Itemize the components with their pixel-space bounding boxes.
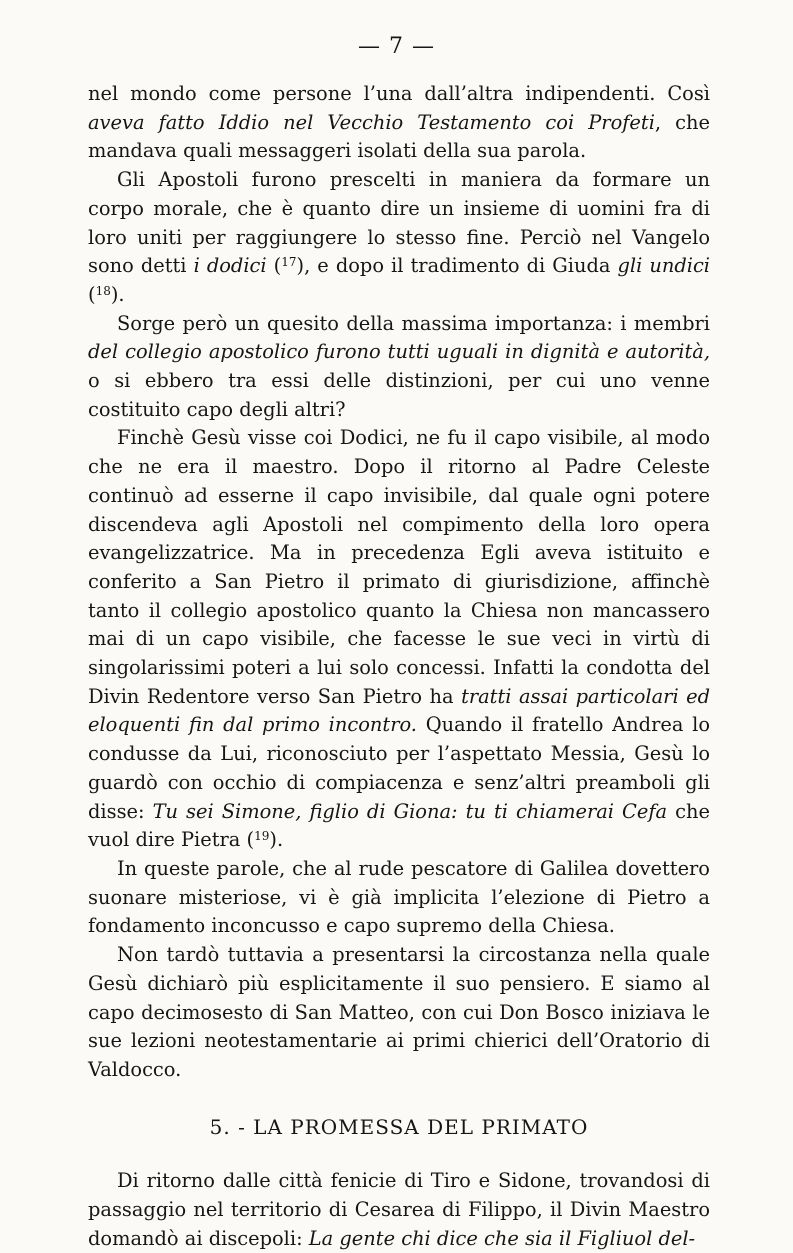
text-run: Sorge però un quesito della massima importanza: i membri xyxy=(117,311,710,335)
footnote-ref: 18 xyxy=(95,283,111,298)
text-run: ). xyxy=(269,828,284,852)
text-run: o si ebbero tra essi delle distinzioni, per cui uno venne costituito capo degli altri? xyxy=(88,369,710,421)
text-run: Di ritorno dalle città fenicie di Tiro e Sidone, trovandosi di passaggio nel territorio di Cesarea di Filippo, il Divin Maestro domandò ai discepoli: xyxy=(88,1169,710,1250)
paragraph-6 xyxy=(88,941,710,1085)
paragraph-4 xyxy=(88,424,710,855)
paragraph-3 xyxy=(88,310,710,425)
text-run: che vuol dire Pietra ( xyxy=(88,799,710,852)
footnote-ref: 19 xyxy=(254,829,270,844)
italic-text: gli undici xyxy=(617,254,711,278)
footnote-ref: 17 xyxy=(281,255,297,270)
text-run: Finchè Gesù visse coi Dodici, ne fu il capo visibile, al modo che ne era il maestro. Dopo il ritorno al Padre Celeste continuò ad esserne il capo invisibile, dal quale ogni potere discendeva agli Apostoli nel compimento della loro opera evangelizzatrice. Ma in precedenza Egli aveva istituito e conferito a San Pietro il primato di giurisdizione, affinchè tanto il collegio apostolico quanto la Chiesa non mancassero mai di un capo visibile, che facesse le sue veci in virtù di singolarissimi poteri a lui solo concessi. Infatti la condotta del Divin Redentore verso San Pietro ha xyxy=(88,426,710,708)
italic-text: aveva fatto Iddio nel Vecchio Testamento coi Profeti xyxy=(88,110,655,134)
italic-text: del collegio apostolico furono tutti uguali in dignità e autorità, xyxy=(88,340,710,364)
text-run: ). xyxy=(110,282,125,306)
page-number: — 7 — xyxy=(358,34,435,59)
body-text xyxy=(88,80,710,1253)
paragraph-5 xyxy=(88,855,710,941)
text-run: , che mandava quali messaggeri isolati della sua parola. xyxy=(88,110,710,163)
text-run: In queste parole, che al rude pescatore di Galilea dovettero suonare misteriose, vi è già implicita l’elezione di Pietro a fondamento inconcusso e capo supremo della Chiesa. xyxy=(88,856,710,938)
italic-text: La gente chi dice che sia il Figliuol del- xyxy=(308,1226,696,1250)
paragraph-1 xyxy=(88,80,710,166)
italic-text: Tu sei Simone, figlio di Giona: tu ti chiamerai Cefa xyxy=(152,799,668,823)
italic-text: i dodici xyxy=(193,254,267,278)
text-run: nel mondo come persone l’una dall’altra indipendenti. Così xyxy=(88,82,710,105)
text-run: Gli Apostoli furono prescelti in maniera da formare un corpo morale, che è quanto dire un insieme di uomini fra di loro uniti per raggiungere lo stesso fine. Perciò nel Vangelo sono detti xyxy=(88,168,710,278)
text-run: Non tardò tuttavia a presentarsi la circostanza nella quale Gesù dichiarò più esplicitamente il suo pensiero. E siamo al capo decimosesto di San Matteo, con cui Don Bosco iniziava le sue lezioni neotestamentarie ai primi chierici dell’Oratorio di Valdocco. xyxy=(88,943,710,1081)
text-run: ( xyxy=(88,282,96,306)
section-heading: 5. - LA PROMESSA DEL PRIMATO xyxy=(209,1114,589,1139)
paragraph-final xyxy=(88,1167,710,1253)
italic-text: tratti assai particolari ed eloquenti fin dal primo incontro. xyxy=(88,684,711,737)
paragraph-2 xyxy=(88,166,710,310)
text-run: ( xyxy=(266,254,282,278)
text-run: Quando il fratello Andrea lo condusse da Lui, riconosciuto per l’aspettato Messia, Gesù lo guardò con occhio di compiacenza e senz’altri preamboli gli disse: xyxy=(88,713,710,823)
text-run: ), e dopo il tradimento di Giuda xyxy=(296,254,618,278)
